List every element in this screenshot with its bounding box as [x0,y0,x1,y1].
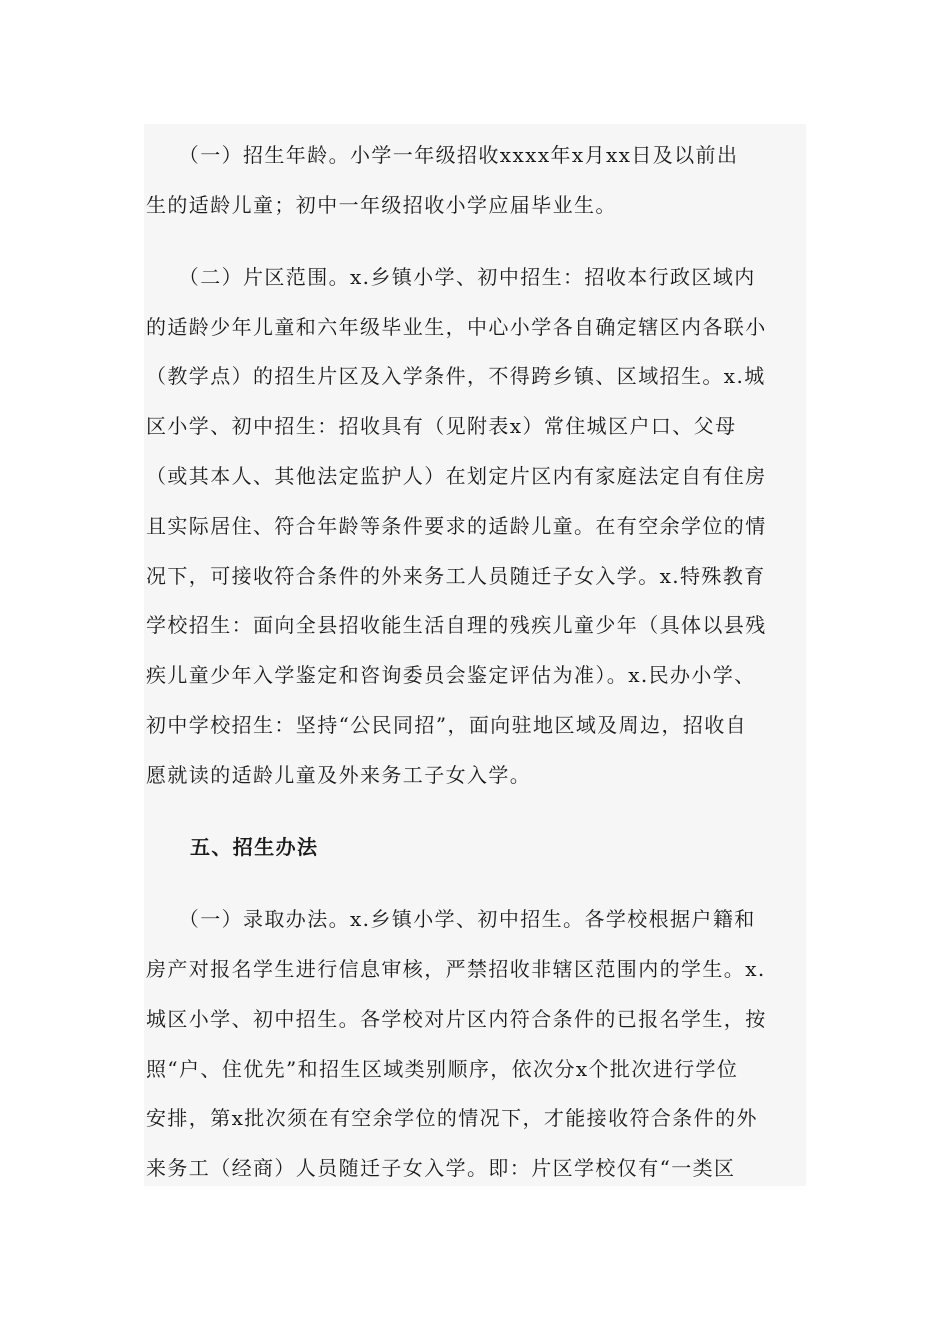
text-line: （一）录取办法。x.乡镇小学、初中招生。各学校根据户籍和 [146,907,756,931]
text-line: 且实际居住、符合年龄等条件要求的适龄儿童。在有空余学位的情 [146,514,767,538]
text-line: 愿就读的适龄儿童及外来务工子女入学。 [146,763,532,787]
text-line: 况下，可接收符合条件的外来务工人员随迁子女入学。x.特殊教育 [146,564,766,588]
text-line: 的适龄少年儿童和六年级毕业生，中心小学各自确定辖区内各联小 [146,315,767,339]
text-line: 生的适龄儿童；初中一年级招收小学应届毕业生。 [146,193,617,217]
text-line: 学校招生：面向全县招收能生活自理的残疾儿童少年（具体以县残 [146,613,767,637]
text-line: 房产对报名学生进行信息审核，严禁招收非辖区范围内的学生。x. [146,957,766,981]
text-line: 照“户、住优先”和招生区域类别顺序，依次分x个批次进行学位 [146,1057,739,1081]
text-line: （或其本人、其他法定监护人）在划定片区内有家庭法定自有住房 [146,464,767,488]
text-line: （一）招生年龄。小学一年级招收xxxx年x月xx日及以前出 [146,143,739,167]
text-line: 安排，第x批次须在有空余学位的情况下，才能接收符合条件的外 [146,1106,758,1130]
text-line: 来务工（经商）人员随迁子女入学。即：片区学校仅有“一类区 [146,1156,736,1180]
text-line: 区小学、初中招生：招收具有（见附表x）常住城区户口、父母 [146,414,737,438]
text-line: 疾儿童少年入学鉴定和咨询委员会鉴定评估为准）。x.民办小学、 [146,663,756,687]
text-line: （二）片区范围。x.乡镇小学、初中招生：招收本行政区域内 [146,265,756,289]
section-heading: 五、招生办法 [190,835,319,859]
text-line: （教学点）的招生片区及入学条件，不得跨乡镇、区域招生。x.城 [146,364,766,388]
text-line: 初中学校招生：坚持“公民同招”，面向驻地区域及周边，招收自 [146,713,748,737]
text-line: 城区小学、初中招生。各学校对片区内符合条件的已报名学生，按 [146,1007,767,1031]
